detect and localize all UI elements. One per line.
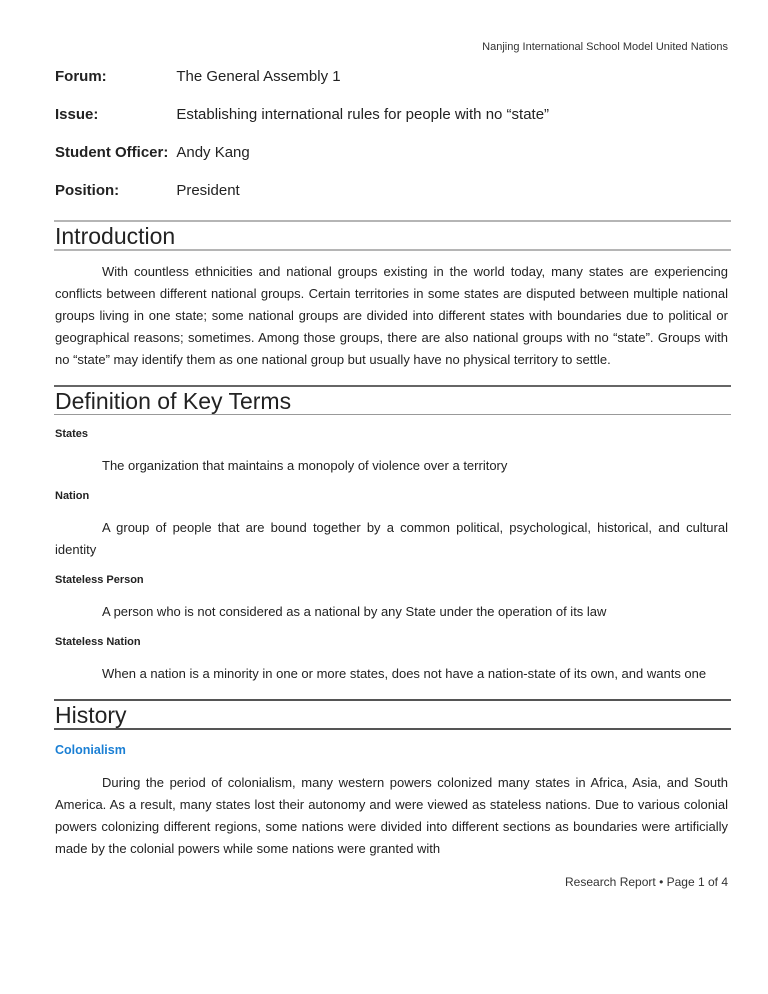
definition-text: When a nation is a minority in one or more states, does not have a nation-state of its own, and wants one <box>102 666 707 681</box>
term-stateless-person: Stateless Person <box>55 574 144 586</box>
definition-stateless-nation <box>55 663 728 685</box>
footer-separator: • <box>659 875 664 889</box>
definition-states <box>55 455 728 477</box>
history-heading: History <box>54 699 731 730</box>
definition-text: A person who is not considered as a national by any State under the operation of its law <box>102 604 607 619</box>
term-stateless-nation: Stateless Nation <box>55 636 141 648</box>
page-header: Nanjing International School Model United Nations <box>482 41 728 53</box>
meta-label-forum: Forum: <box>55 68 107 85</box>
history-paragraph <box>55 772 728 860</box>
meta-value-issue: Establishing international rules for people with no “state” <box>176 106 550 123</box>
meta-value-student-officer: Andy Kang <box>176 144 250 161</box>
term-states: States <box>55 428 89 440</box>
introduction-heading: Introduction <box>54 220 731 251</box>
term-nation: Nation <box>55 490 90 502</box>
meta-label-issue: Issue: <box>55 106 99 123</box>
definition-text: The organization that maintains a monopoly of violence over a territory <box>102 458 508 473</box>
key-terms-heading: Definition of Key Terms <box>54 385 731 415</box>
definition-stateless-person <box>55 601 728 623</box>
page-footer <box>55 874 728 890</box>
page-number: Page 1 of 4 <box>666 875 728 889</box>
history-text: During the period of colonialism, many western powers colonized many states in Africa, Asia, and South America. As a result, many states lost their autonomy and were viewed as stateless nations. Due to various colonial powers colonizing different regions, some nations were divided into different sections as boundaries were artificially made by the colonial powers while some nations were granted with <box>55 775 728 856</box>
meta-value-forum: The General Assembly 1 <box>176 68 341 85</box>
meta-label-student-officer: Student Officer: <box>55 144 169 161</box>
footer-label: Research Report <box>565 875 656 889</box>
meta-label-position: Position: <box>55 182 120 199</box>
introduction-paragraph <box>55 261 728 371</box>
meta-table <box>55 68 728 200</box>
definition-text: A group of people that are bound together by a common political, psychological, historical, and cultural identity <box>55 520 728 557</box>
meta-value-position: President <box>176 182 240 199</box>
definition-nation <box>55 517 728 561</box>
introduction-text: With countless ethnicities and national groups existing in the world today, many states are experiencing conflicts between different national groups. Certain territories in some states are disputed between multiple national groups living in one state; some national groups are divided into different states with boundaries due to political or geographical reasons; sometimes. Among those groups, there are also national groups with no “state”. Groups with no “state” may identify them as one national group but usually have no physical territory to settle. <box>55 264 728 367</box>
colonialism-subheading: Colonialism <box>55 743 126 757</box>
